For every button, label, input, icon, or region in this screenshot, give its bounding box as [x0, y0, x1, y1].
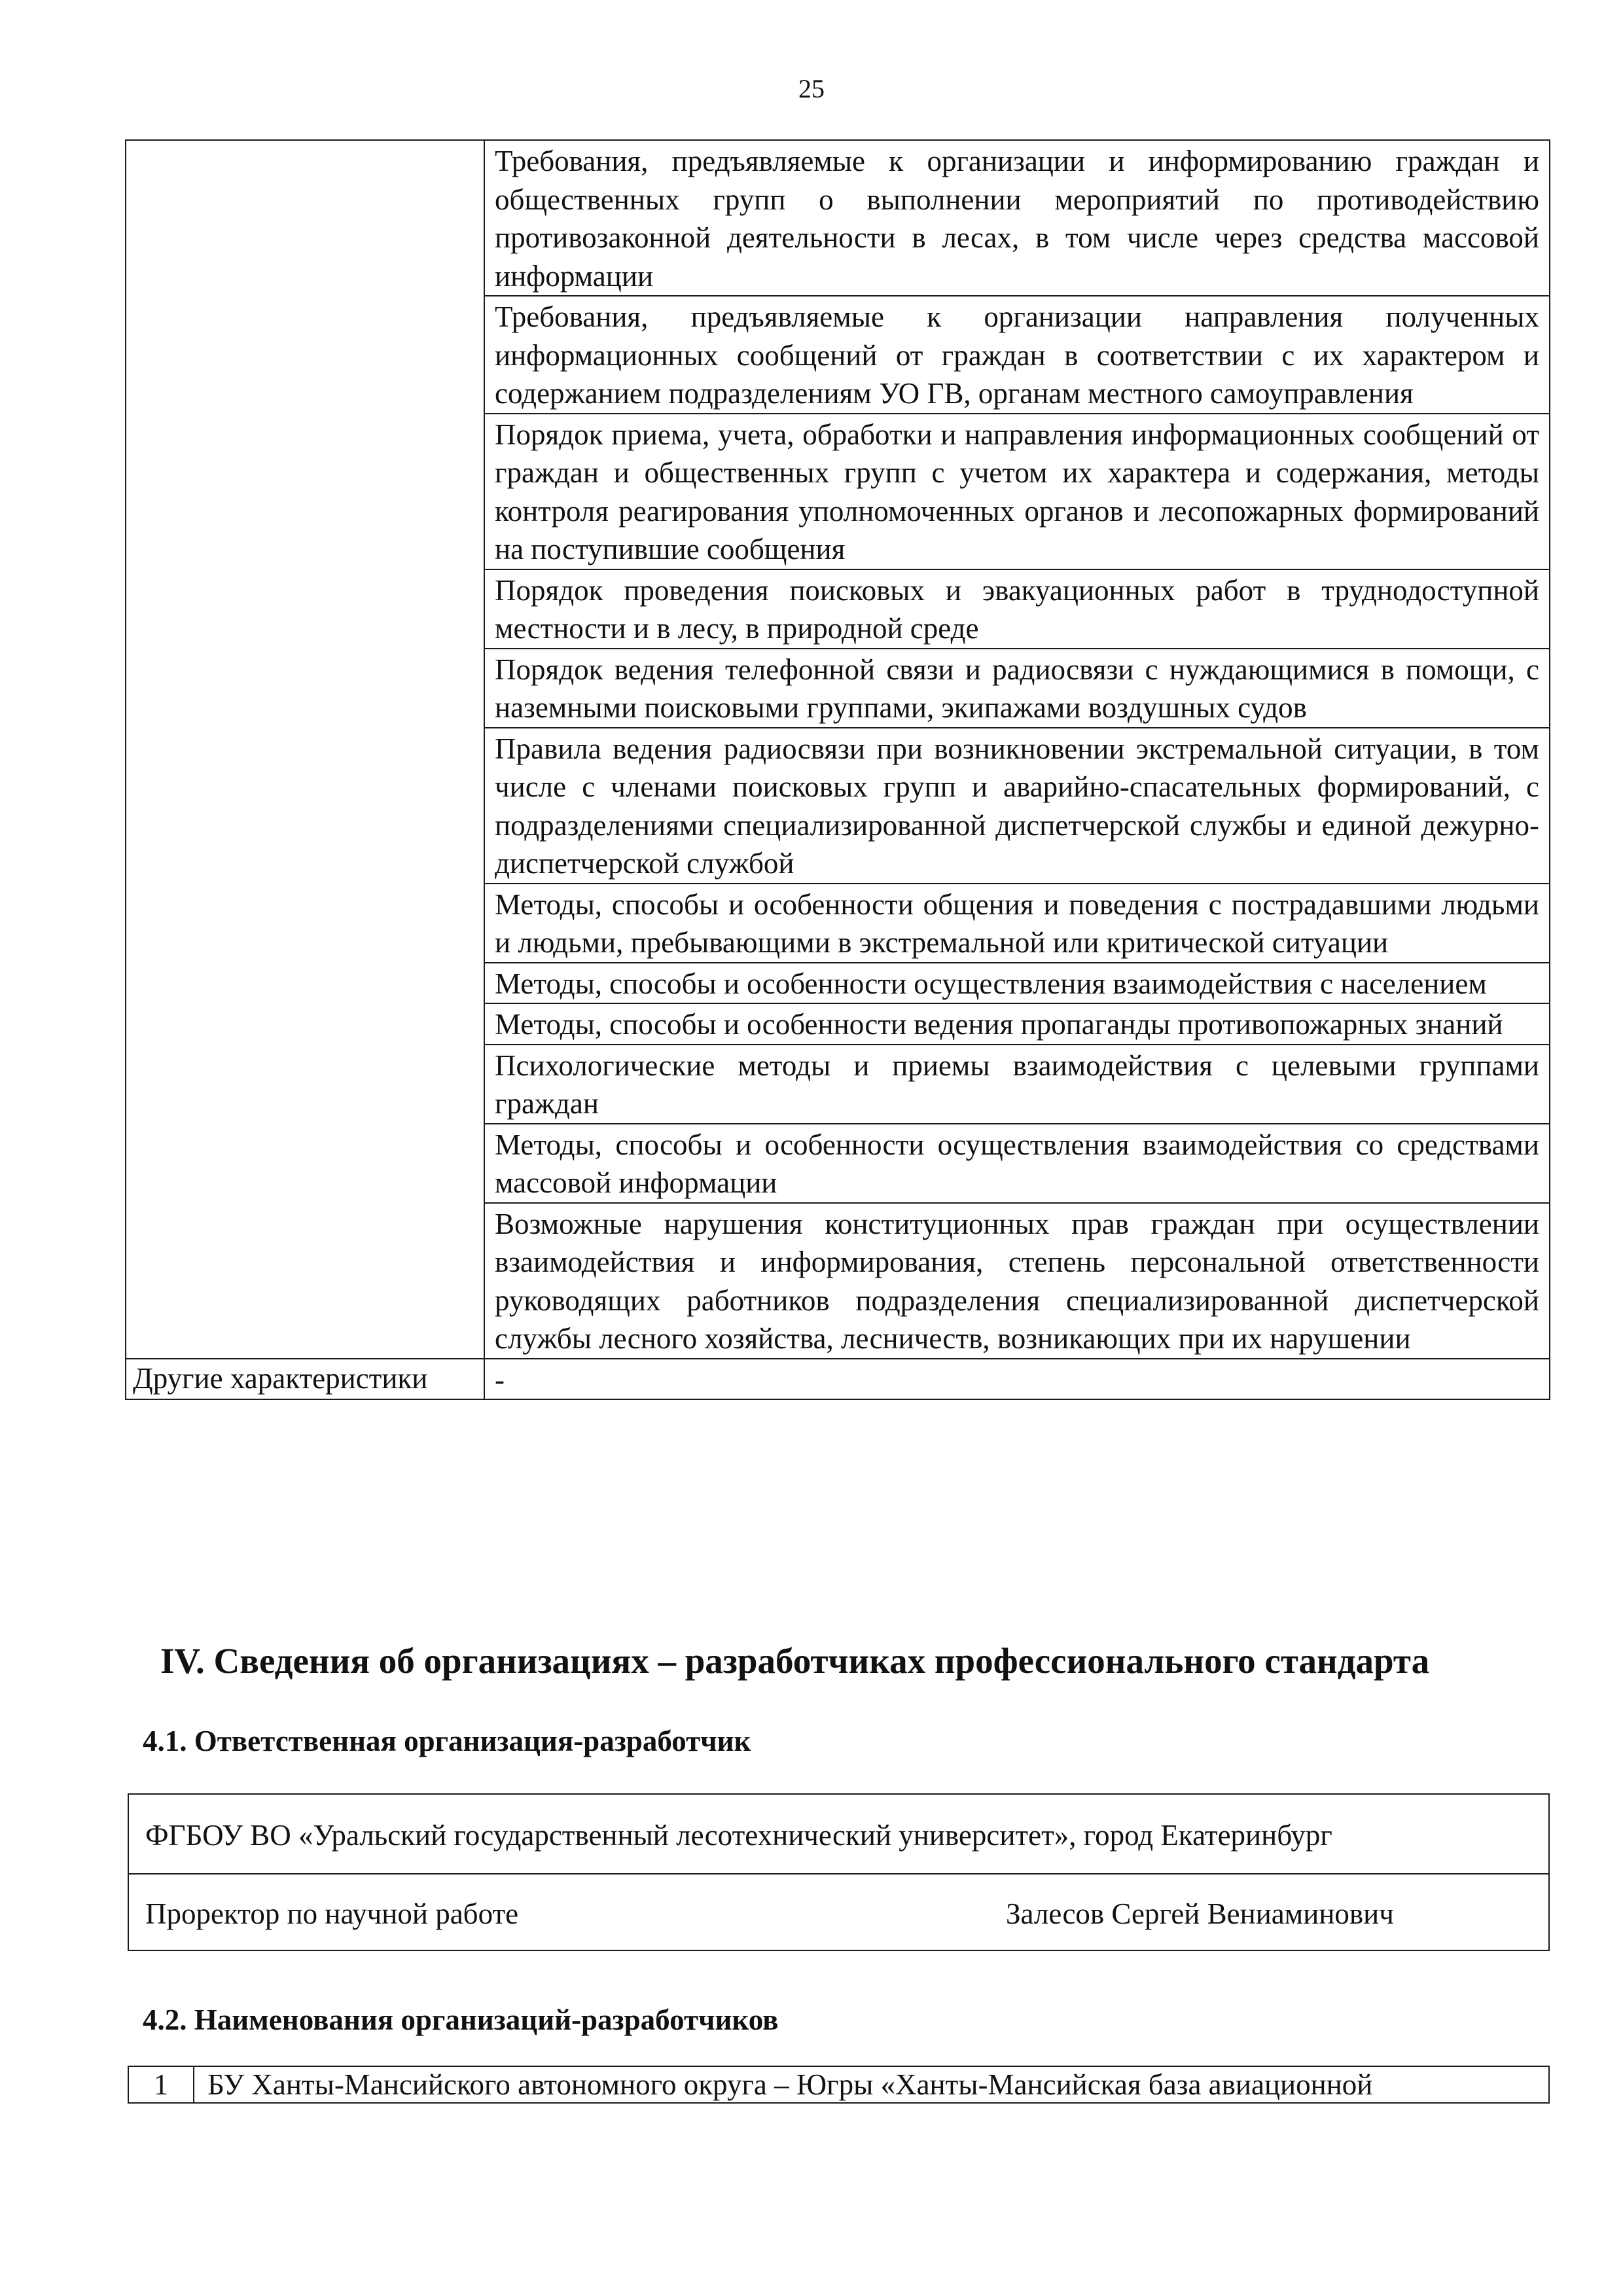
other-characteristics-label: Другие характеристики — [126, 1359, 484, 1400]
knowledge-item: Порядок ведения телефонной связи и радиосвязи с нуждающимися в помощи, с наземными поисковыми группами, экипажами воздушных судов — [484, 649, 1550, 728]
empty-label-cell — [126, 140, 484, 1359]
other-characteristics-value: - — [484, 1359, 1550, 1400]
organization-name: ФГБОУ ВО «Уральский государственный лесотехнический университет», город Екатеринбург — [145, 1819, 1332, 1852]
knowledge-item: Возможные нарушения конституционных прав граждан при осуществлении взаимодействия и информирования, степень персональной ответственности руководящих работников подразделения специализированной диспетчерской службы лесного хозяйства, лесничеств, возникающих при их нарушении — [484, 1203, 1550, 1359]
knowledge-item: Методы, способы и особенности общения и поведения с пострадавшими людьми и людьми, пребывающими в экстремальной или критической ситуации — [484, 884, 1550, 963]
knowledge-item: Порядок проведения поисковых и эвакуационных работ в труднодоступной местности и в лесу, в природной среде — [484, 569, 1550, 649]
knowledge-item: Требования, предъявляемые к организации направления полученных информационных сообщений от граждан в соответствии с их характером и содержанием подразделениям УО ГВ, органам местного самоуправления — [484, 296, 1550, 414]
table-row — [126, 140, 1550, 296]
page-number: 25 — [798, 74, 825, 103]
subsection-heading-responsible: 4.1. Ответственная организация-разработчик — [143, 1725, 751, 1757]
signatory-position: Проректор по научной работе — [145, 1897, 519, 1930]
knowledge-item: Методы, способы и особенности ведения пропаганды противопожарных знаний — [484, 1003, 1550, 1045]
developer-number: 1 — [129, 2067, 194, 2102]
subsection-heading-developers: 4.2. Наименования организаций-разработчиков — [143, 2003, 779, 2036]
developers-table — [128, 2066, 1550, 2104]
knowledge-item: Правила ведения радиосвязи при возникновении экстремальной ситуации, в том числе с членами поисковых групп и аварийно-спасательных формирований, с подразделениями специализированной диспетчерской службы и единой дежурно-диспетчерской службой — [484, 728, 1550, 884]
organization-name-row — [129, 1795, 1548, 1874]
section-heading: IV. Сведения об организациях – разработчиках профессионального стандарта — [160, 1641, 1430, 1681]
knowledge-item: Порядок приема, учета, обработки и направления информационных сообщений от граждан и общественных групп с учетом их характера и содержания, методы контроля реагирования уполномоченных органов и лесопожарных формирований на поступившие сообщения — [484, 414, 1550, 569]
other-characteristics-row — [126, 1359, 1550, 1400]
developer-name: БУ Ханты-Мансийского автономного округа – Югры «Ханты-Мансийская база авиационной — [207, 2068, 1373, 2101]
signatory-name: Залесов Сергей Вениаминович — [1006, 1897, 1394, 1930]
responsible-organization-box — [128, 1793, 1550, 1951]
knowledge-item: Психологические методы и приемы взаимодействия с целевыми группами граждан — [484, 1045, 1550, 1124]
knowledge-table — [125, 139, 1550, 1400]
knowledge-item: Методы, способы и особенности осуществления взаимодействия с населением — [484, 963, 1550, 1004]
knowledge-item: Методы, способы и особенности осуществления взаимодействия со средствами массовой информации — [484, 1124, 1550, 1203]
knowledge-item: Требования, предъявляемые к организации и информированию граждан и общественных групп о выполнении мероприятий по противодействию противозаконной деятельности в лесах, в том числе через средства массовой информации — [484, 140, 1550, 296]
